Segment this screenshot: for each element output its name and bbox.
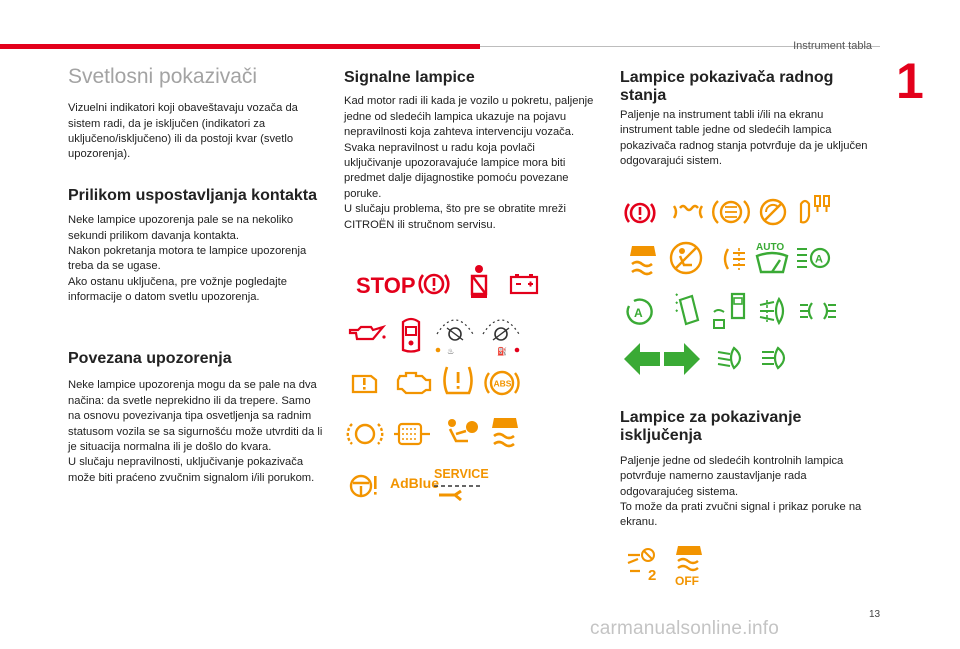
svg-text:AUTO: AUTO xyxy=(756,242,785,253)
electric-parking-brake-icon xyxy=(713,196,749,228)
particle-filter-icon xyxy=(393,420,433,448)
esp-off-icon xyxy=(672,543,706,587)
contact-text-2: Nakon pokretanja motora te lampice upozorenja treba da se ugase. xyxy=(68,245,307,273)
brake-warning-icon xyxy=(418,269,450,299)
page-number: 13 xyxy=(869,609,881,620)
column-deactivation xyxy=(620,409,878,531)
page-title: Svetlosni pokazivači xyxy=(68,65,258,88)
svg-text:♨: ♨ xyxy=(447,347,455,356)
svg-text:STOP: STOP xyxy=(356,273,416,298)
lane-departure-off-icon xyxy=(624,543,664,583)
watermark-text: carmanualsonline.info xyxy=(590,618,780,639)
door-open-icon xyxy=(399,316,423,354)
foot-on-brake-icon xyxy=(797,192,833,228)
seatbelt-warning-icon xyxy=(466,264,492,300)
svg-text:OFF: OFF xyxy=(675,574,699,588)
header-red-bar xyxy=(0,44,480,49)
airbag-fault-icon xyxy=(442,417,480,449)
chapter-number: 1 xyxy=(896,53,924,109)
abs-warning-icon xyxy=(484,367,520,399)
sidelights-icon xyxy=(798,298,838,324)
column-intro xyxy=(68,64,326,306)
svg-text:AdBlue: AdBlue xyxy=(390,475,439,491)
svg-text:ABS: ABS xyxy=(493,378,512,389)
stop-start-off-icon xyxy=(756,196,790,228)
svg-text:A: A xyxy=(815,253,823,266)
park-assist-icon xyxy=(710,290,750,330)
main-beam-icon xyxy=(760,345,794,371)
battery-warning-icon xyxy=(509,272,539,296)
column-related xyxy=(68,350,326,486)
diagnostic-warning-icon xyxy=(350,368,380,396)
oil-pressure-icon xyxy=(347,322,387,344)
stop-warning-icon xyxy=(354,268,416,300)
column-status xyxy=(620,69,878,169)
steering-fault-icon xyxy=(348,470,380,502)
contact-text-3: Ako ostanu uključena, pre vožnje pogledajte informacije o datom svetlu upozorenja. xyxy=(68,275,287,304)
svg-text:A: A xyxy=(634,306,643,320)
blind-spot-icon xyxy=(672,290,702,330)
engine-check-icon xyxy=(396,368,432,396)
contact-text-1: Neke lampice upozorenja pale se na nekoliko sekundi prilikom davanja kontakta. xyxy=(68,214,294,242)
chapter-title: Instrument tabla xyxy=(793,40,872,52)
brake-applied-icon xyxy=(624,198,656,228)
warning-heading: Signalne lampice xyxy=(344,69,475,86)
intro-text: Vizuelni indikatori koji obaveštavaju vozača da sistem radi, da je isključen (indikatori za uključeno/isključeno) ili da postoji kvar (svetlo upozorenja). xyxy=(68,102,298,161)
front-fog-light-icon xyxy=(757,296,791,326)
warning-text-3: U slučaju problema, što pre se obratite mreži CITROËN ili stručnom servisu. xyxy=(344,203,566,231)
direction-indicators-icon xyxy=(622,340,702,378)
passenger-airbag-off-icon xyxy=(668,240,704,276)
stop-start-active-icon xyxy=(624,296,656,328)
esp-active-icon xyxy=(626,242,660,278)
svg-text:2: 2 xyxy=(648,567,657,584)
deactivation-text-2: To može da prati zvučni signal i prikaz poruke na ekranu. xyxy=(620,501,862,529)
deactivation-heading: Lampice za pokazivanje isključenja xyxy=(620,409,802,445)
dipped-beam-icon xyxy=(716,345,750,371)
column-warning xyxy=(344,69,594,233)
related-text-2: U slučaju nepravilnosti, uključivanje pokazivača može biti praćeno zvučnim signalom i/ili porukom. xyxy=(68,456,315,484)
service-icon xyxy=(433,465,489,505)
brake-pad-wear-icon xyxy=(347,419,383,449)
tyre-pressure-icon xyxy=(439,363,477,399)
esp-warning-icon xyxy=(488,414,522,450)
svg-text:SERVICE: SERVICE xyxy=(434,467,489,481)
glow-plug-icon xyxy=(671,200,705,224)
deactivation-text-1: Paljenje jedne od sledećih kontrolnih lampica potvrđuje namerno zaustavljanje rada odgovarajućeg sistema. xyxy=(620,454,844,498)
automatic-wipers-icon xyxy=(754,240,790,278)
rear-fog-light-icon xyxy=(718,246,748,272)
coolant-gauge-icon xyxy=(433,310,523,358)
auto-high-beam-icon xyxy=(795,243,831,273)
status-heading: Lampice pokazivača radnog stanja xyxy=(620,69,834,105)
related-text-1: Neke lampice upozorenja mogu da se pale na dva načina: da svetle neprekidno ili da trepere. Samo na osnovu povezivanja tipa osvetljenja sa radnim statusom vozila se sa sigurnošću može utvrditi da li je situacija normalna ili je došlo do kvara. xyxy=(68,379,323,454)
status-text: Paljenje na instrument tabli i/ili na ekranu instrument table jedne od sledećih lampica pokazivača radnog stanja potvrđuje da je uključen odgovarajući sistem. xyxy=(620,108,868,167)
contact-heading: Prilikom uspostavljanja kontakta xyxy=(68,186,317,204)
svg-text:⛽: ⛽ xyxy=(497,347,507,356)
adblue-icon xyxy=(388,472,439,494)
warning-text-2: Svaka nepravilnost u radu koja povlači uključivanje upozoravajuće lampice mora biti predmet dalje dijagnostike pomoću povezane poruke. xyxy=(344,141,569,200)
warning-text-1: Kad motor radi ili kada je vozilo u pokretu, paljenje jedne od sledećih lampica ukazuje na pojavu nepravilnosti koja zahteva intervenciju vozača. xyxy=(344,95,594,139)
related-heading: Povezana upozorenja xyxy=(68,350,232,367)
